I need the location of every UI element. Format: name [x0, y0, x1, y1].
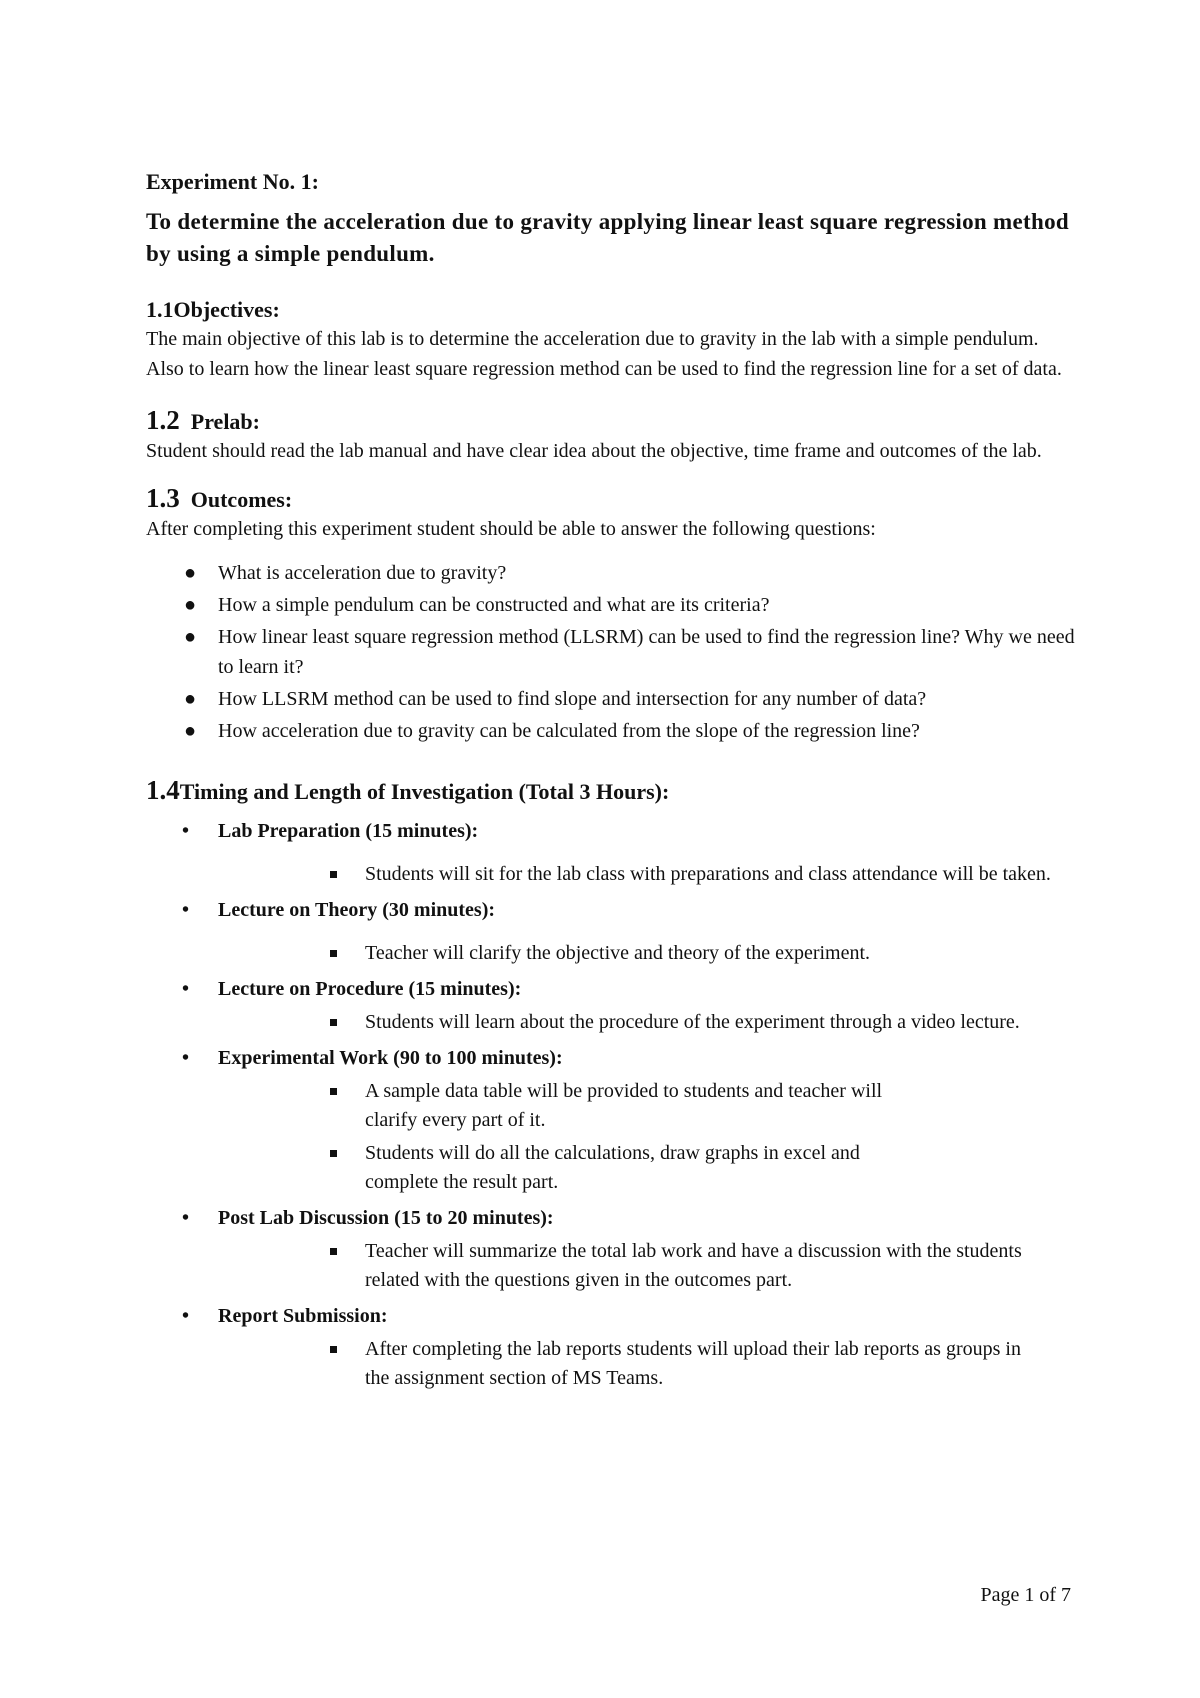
- phase-detail: Students will sit for the lab class with preparations and class attendance will be taken.: [146, 860, 1076, 889]
- square-bullet-icon: [330, 1248, 337, 1255]
- outcome-questions-list: [146, 558, 1076, 746]
- document-page: [146, 168, 1076, 1393]
- square-bullet-icon: [330, 950, 337, 957]
- experiment-number: Experiment No. 1:: [146, 169, 319, 194]
- square-bullet-icon: [330, 1019, 337, 1026]
- section-number: 1.3: [146, 483, 180, 513]
- section-number: 1.1: [146, 297, 174, 322]
- phase-experimental-work: [146, 1043, 1076, 1197]
- phase-detail: Teacher will summarize the total lab work and have a discussion with the students related with the questions given in the outcomes part.: [146, 1237, 1076, 1295]
- section-title: Timing and Length of Investigation (Total 3 Hours):: [179, 779, 670, 804]
- phase-lecture-procedure: [146, 974, 1076, 1037]
- bullet-icon: •: [182, 1207, 190, 1229]
- bullet-icon: •: [182, 1305, 190, 1327]
- square-bullet-icon: [330, 1088, 337, 1095]
- question-text: How LLSRM method can be used to find slope and intersection for any number of data?: [218, 688, 927, 710]
- page-number: Page 1 of 7: [980, 1584, 1071, 1606]
- section-outcomes-heading: [146, 484, 1076, 514]
- outcomes-intro: After completing this experiment student should be able to answer the following questions:: [146, 518, 876, 540]
- question-text: How a simple pendulum can be constructed and what are its criteria?: [218, 594, 770, 616]
- phase-detail: Teacher will clarify the objective and theory of the experiment.: [146, 939, 1076, 968]
- section-timing-heading: [146, 776, 1076, 806]
- square-bullet-icon: [330, 1150, 337, 1157]
- phase-post-lab-discussion: [146, 1203, 1076, 1295]
- bullet-icon: ●: [184, 626, 197, 648]
- phase-detail: Students will do all the calculations, draw graphs in excel and complete the result part.: [146, 1139, 1076, 1197]
- question-text: How acceleration due to gravity can be calculated from the slope of the regression line?: [218, 720, 920, 742]
- list-item: [146, 558, 1076, 588]
- phase-title: Lab Preparation (15 minutes):: [218, 820, 479, 842]
- bullet-icon: ●: [184, 594, 197, 616]
- section-title: Prelab:: [190, 409, 260, 434]
- section-prelab-heading: [146, 406, 1076, 436]
- phase-lecture-theory: [146, 895, 1076, 968]
- bullet-icon: ●: [184, 688, 197, 710]
- section-title: Outcomes:: [190, 487, 293, 512]
- section-number: 1.4: [146, 775, 180, 805]
- bullet-icon: ●: [184, 562, 197, 584]
- phase-detail: Students will learn about the procedure of the experiment through a video lecture.: [146, 1008, 1076, 1037]
- experiment-title: To determine the acceleration due to gravity applying linear least square regression method by using a simple pendulum.: [146, 209, 1069, 266]
- prelab-text: Student should read the lab manual and have clear idea about the objective, time frame and outcomes of the lab.: [146, 440, 1042, 462]
- bullet-icon: •: [182, 820, 190, 842]
- phase-detail: After completing the lab reports students will upload their lab reports as groups in the assignment section of MS Teams.: [146, 1335, 1076, 1393]
- phase-title: Lecture on Theory (30 minutes):: [218, 899, 496, 921]
- phase-title: Post Lab Discussion (15 to 20 minutes):: [218, 1207, 554, 1229]
- list-item: [146, 684, 1076, 714]
- bullet-icon: •: [182, 899, 190, 921]
- phase-lab-preparation: [146, 816, 1076, 889]
- bullet-icon: •: [182, 1047, 190, 1069]
- phase-title: Experimental Work (90 to 100 minutes):: [218, 1047, 563, 1069]
- phase-detail: A sample data table will be provided to students and teacher will clarify every part of it.: [146, 1077, 1076, 1135]
- phase-title: Lecture on Procedure (15 minutes):: [218, 978, 522, 1000]
- list-item: [146, 716, 1076, 746]
- section-title: Objectives:: [173, 297, 280, 322]
- phase-title: Report Submission:: [218, 1305, 388, 1327]
- bullet-icon: •: [182, 978, 190, 1000]
- objectives-text: The main objective of this lab is to determine the acceleration due to gravity in the lab with a simple pendulum. Also to learn how the linear least square regression method can be used to find the regression line for a set of data.: [146, 328, 1062, 380]
- question-text: How linear least square regression method (LLSRM) can be used to find the regression line? Why we need to learn it?: [218, 626, 1075, 678]
- square-bullet-icon: [330, 1346, 337, 1353]
- bullet-icon: ●: [184, 720, 197, 742]
- question-text: What is acceleration due to gravity?: [218, 562, 507, 584]
- phase-report-submission: [146, 1301, 1076, 1393]
- list-item: [146, 590, 1076, 620]
- square-bullet-icon: [330, 871, 337, 878]
- section-objectives-heading: [146, 296, 1076, 324]
- list-item: [146, 622, 1076, 682]
- section-number: 1.2: [146, 405, 180, 435]
